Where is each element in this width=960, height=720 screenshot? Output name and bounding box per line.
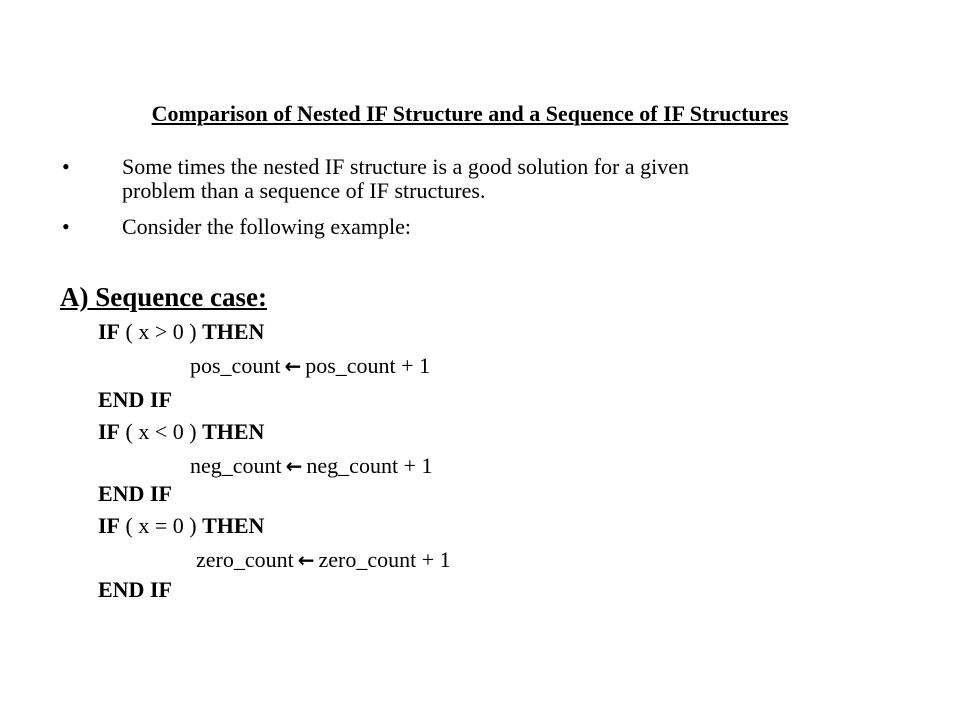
assign-target: neg_count [190,453,282,478]
slide-title: Comparison of Nested IF Structure and a Sequence of IF Structures [151,101,789,126]
condition: ( x > 0 ) [120,319,203,344]
code-line-body-2 [190,452,432,480]
condition: ( x = 0 ) [120,513,203,538]
keyword-end-if: END IF [98,387,172,412]
left-arrow-icon: ← [297,548,315,572]
left-arrow-icon: ← [285,454,303,478]
keyword-if: IF [98,419,120,444]
assign-value: zero_count + 1 [318,547,451,572]
code-line-if-3 [98,512,264,540]
code-line-body-3 [196,546,451,574]
section-heading: A) Sequence case: [60,282,267,312]
bullet-text [122,215,882,239]
left-arrow-icon: ← [284,354,302,378]
bullet-text-line: Consider the following example: [122,214,411,239]
code-line-if-2 [98,418,264,446]
bullet-icon: • [62,154,70,179]
bullet-item [62,215,882,239]
bullet-text-line: Some times the nested IF structure is a good solution for a given [122,154,690,179]
bullet-icon: • [62,214,70,239]
assign-target: pos_count [190,353,281,378]
keyword-then: THEN [202,319,265,344]
keyword-if: IF [98,513,120,538]
bullet-text [122,155,882,203]
code-line-body-1 [190,352,430,380]
keyword-then: THEN [202,513,265,538]
bullet-item [62,155,882,203]
code-line-end-3 [98,576,172,604]
code-line-if-1 [98,318,264,346]
condition: ( x < 0 ) [120,419,203,444]
assign-value: neg_count + 1 [306,453,433,478]
code-line-end-2 [98,480,172,508]
assign-value: pos_count + 1 [305,353,431,378]
keyword-end-if: END IF [98,577,172,602]
assign-target: zero_count [196,547,294,572]
keyword-if: IF [98,319,120,344]
code-line-end-1 [98,386,172,414]
bullet-text-line: problem than a sequence of IF structures. [122,178,486,203]
keyword-end-if: END IF [98,481,172,506]
bullet-list [62,155,882,251]
keyword-then: THEN [202,419,265,444]
